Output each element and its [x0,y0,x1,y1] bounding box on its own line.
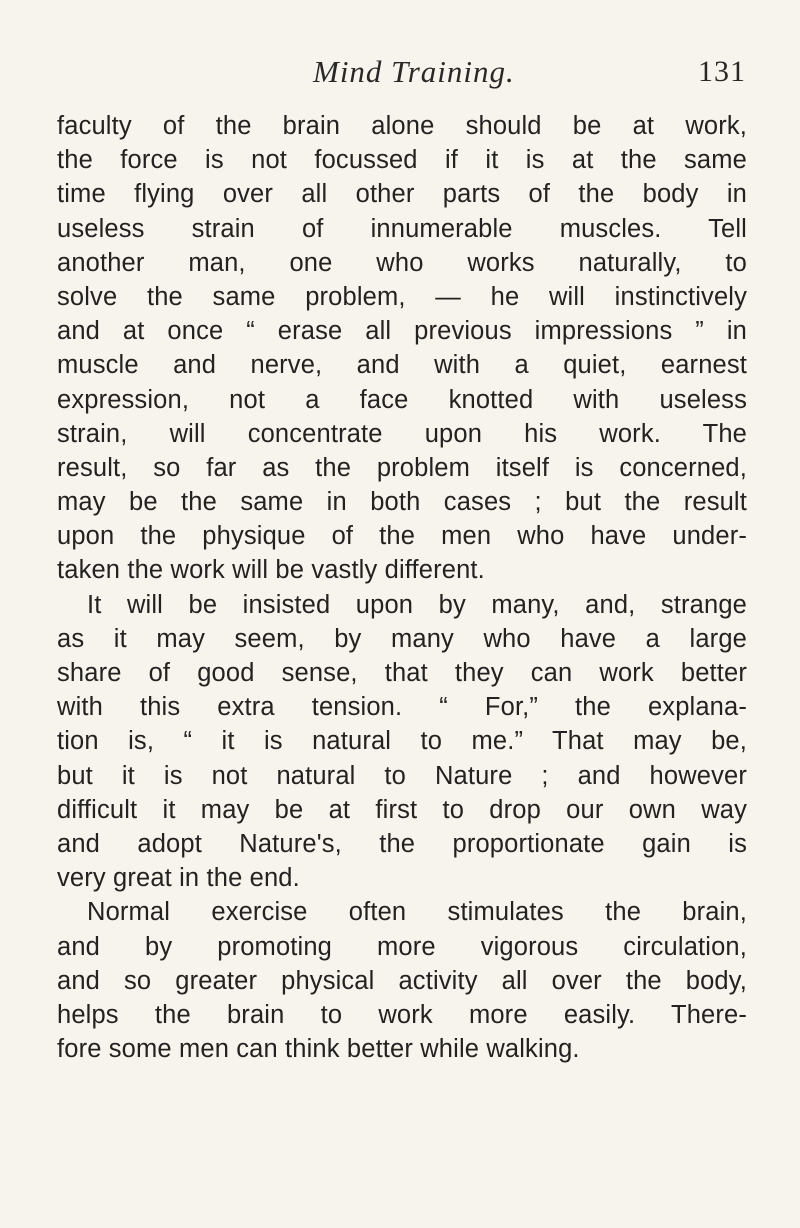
text-line: helps the brain to work more easily. There- [57,1000,747,1029]
text-line: and adopt Nature's, the proportionate gain is [57,829,747,858]
running-head [0,52,800,102]
text-line: as it may seem, by many who have a large [57,624,747,653]
text-line: share of good sense, that they can work better [57,659,747,687]
text-line: fore some men can think better while walking. [57,1035,580,1064]
text-line: result, so far as the problem itself is concerned, [57,453,747,482]
text-line: It will be insisted upon by many, and, strange [87,590,747,619]
text-line: taken the work will be vastly different. [57,556,485,585]
text-line: tion is, “ it is natural to me.” That may be, [57,727,747,756]
text-line: the force is not focussed if it is at the same [57,146,747,175]
text-line: very great in the end. [57,864,300,893]
text-line: may be the same in both cases ; but the result [57,488,747,517]
text-line: muscle and nerve, and with a quiet, earnest [57,351,747,380]
text-line: time flying over all other parts of the body in [57,180,747,209]
text-line: upon the physique of the men who have under- [57,522,747,551]
text-line: useless strain of innumerable muscles. Tell [57,214,747,243]
body-text [57,109,747,1066]
text-line: but it is not natural to Nature ; and however [57,761,747,790]
text-line: difficult it may be at first to drop our own way [57,795,747,824]
text-line: solve the same problem, — he will instinctively [57,282,747,311]
text-line: another man, one who works naturally, to [57,248,747,277]
text-line: and by promoting more vigorous circulation, [57,932,747,961]
text-line: and at once “ erase all previous impressions ” in [57,317,747,346]
text-line: expression, not a face knotted with useless [57,385,747,414]
text-line: Normal exercise often stimulates the brain, [87,898,747,927]
text-line: faculty of the brain alone should be at work, [57,112,747,140]
page-number: 131 [698,55,746,88]
text-line: strain, will concentrate upon his work. The [57,419,747,448]
text-line: with this extra tension. “ For,” the explana- [57,693,747,722]
running-title: Mind Training. [313,54,515,89]
text-line: and so greater physical activity all over the body, [57,966,747,995]
